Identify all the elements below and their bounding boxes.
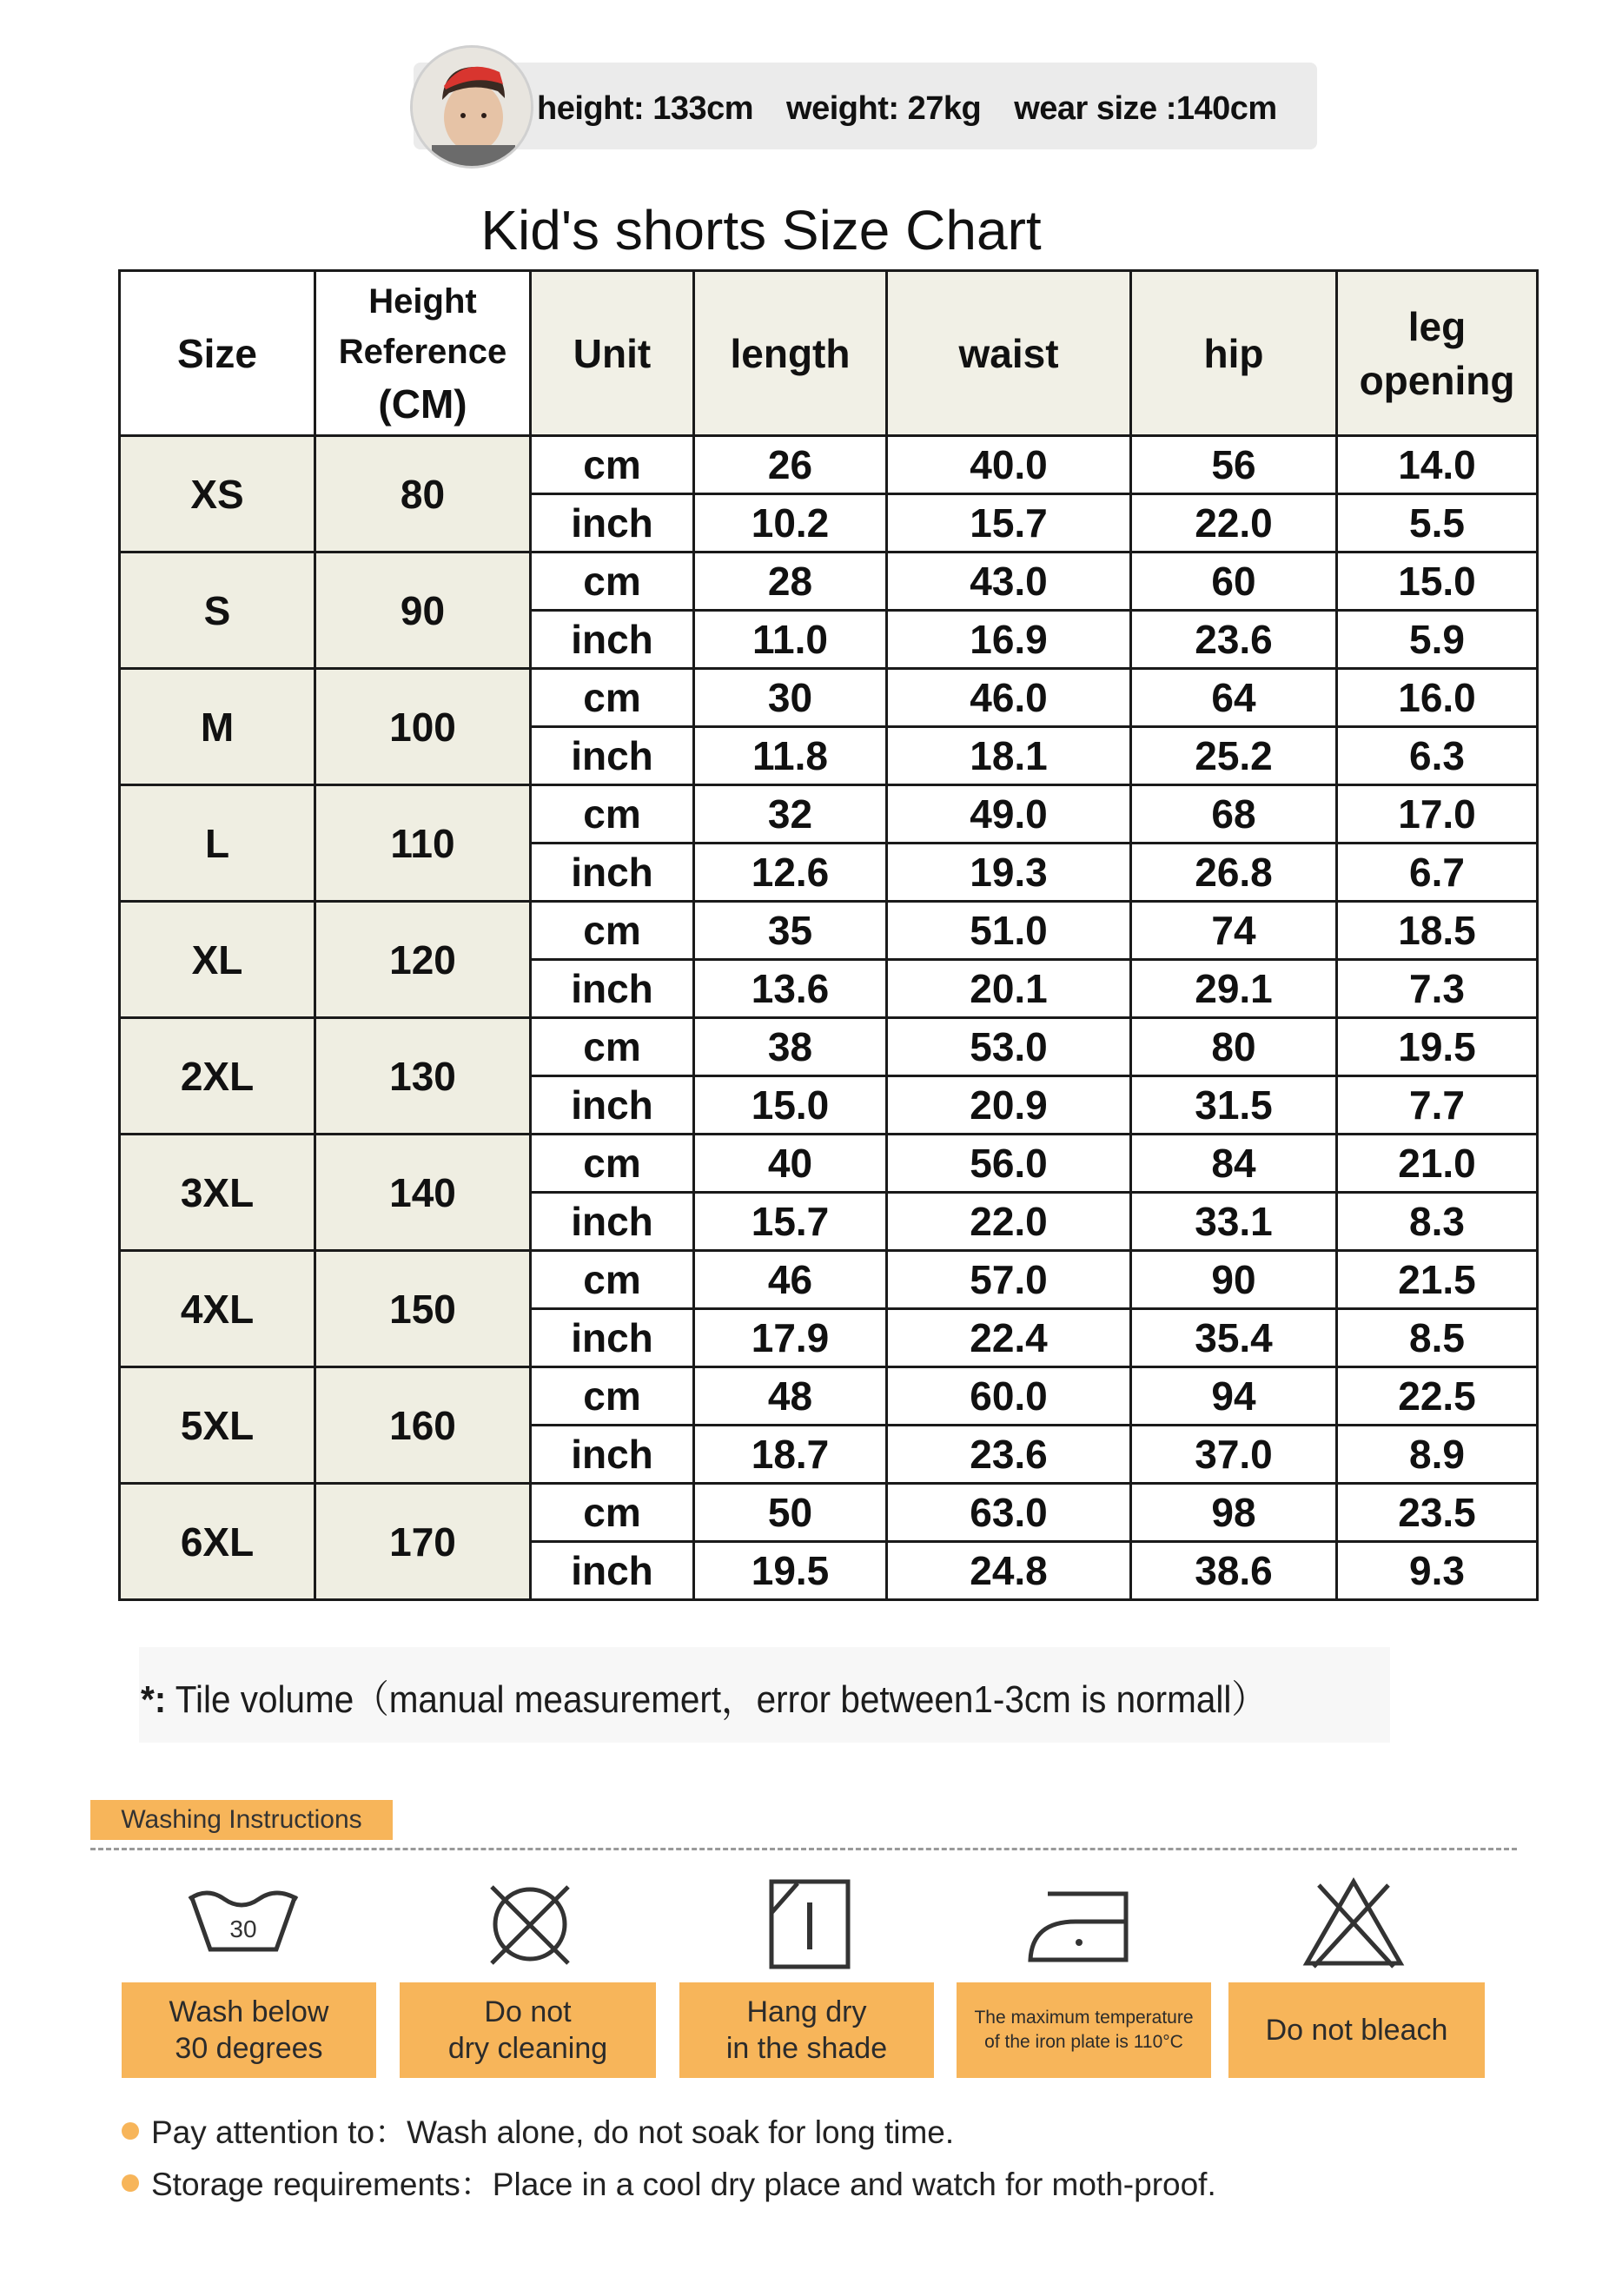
waist-cell: 57.0: [887, 1251, 1131, 1309]
size-cell: 2XL: [120, 1018, 315, 1135]
unit-cell: cm: [531, 436, 694, 494]
waist-cell: 53.0: [887, 1018, 1131, 1076]
wash-30-icon-text: 30: [229, 1916, 257, 1942]
unit-cell: inch: [531, 1542, 694, 1600]
header-height-line3: (CM): [378, 380, 467, 427]
height-cell: 80: [315, 436, 531, 552]
leg-opening-cell: 21.5: [1337, 1251, 1538, 1309]
unit-cell: cm: [531, 1135, 694, 1193]
hip-cell: 35.4: [1131, 1309, 1337, 1367]
length-cell: 11.8: [694, 727, 887, 785]
table-row: [120, 1367, 1538, 1426]
leg-opening-cell: 21.0: [1337, 1135, 1538, 1193]
size-cell: 6XL: [120, 1484, 315, 1600]
do-not-dry-clean-card: Do not dry cleaning: [400, 1982, 656, 2078]
unit-cell: cm: [531, 785, 694, 844]
length-cell: 48: [694, 1367, 887, 1426]
length-cell: 28: [694, 552, 887, 611]
unit-cell: inch: [531, 1193, 694, 1251]
length-cell: 40: [694, 1135, 887, 1193]
hip-cell: 84: [1131, 1135, 1337, 1193]
length-cell: 38: [694, 1018, 887, 1076]
waist-cell: 51.0: [887, 902, 1131, 960]
waist-cell: 49.0: [887, 785, 1131, 844]
unit-cell: inch: [531, 960, 694, 1018]
header-height-line1: Height: [368, 281, 477, 321]
size-cell: S: [120, 552, 315, 669]
leg-opening-cell: 7.7: [1337, 1076, 1538, 1135]
size-table: [118, 269, 1539, 1601]
hip-cell: 31.5: [1131, 1076, 1337, 1135]
waist-cell: 63.0: [887, 1484, 1131, 1542]
height-cell: 110: [315, 785, 531, 902]
table-row: [120, 1251, 1538, 1309]
table-row: [120, 1018, 1538, 1076]
length-cell: 10.2: [694, 494, 887, 552]
hip-cell: 33.1: [1131, 1193, 1337, 1251]
table-body: [120, 436, 1538, 1600]
leg-opening-cell: 6.3: [1337, 727, 1538, 785]
waist-cell: 23.6: [887, 1426, 1131, 1484]
length-cell: 35: [694, 902, 887, 960]
leg-opening-cell: 17.0: [1337, 785, 1538, 844]
header-leg-line1: leg: [1407, 303, 1467, 349]
unit-cell: inch: [531, 1426, 694, 1484]
waist-cell: 20.9: [887, 1076, 1131, 1135]
size-cell: 3XL: [120, 1135, 315, 1251]
length-cell: 32: [694, 785, 887, 844]
header-height-reference: [315, 271, 531, 436]
leg-opening-cell: 19.5: [1337, 1018, 1538, 1076]
unit-cell: cm: [531, 552, 694, 611]
table-row: [120, 1484, 1538, 1542]
table-row: [120, 552, 1538, 611]
unit-cell: inch: [531, 727, 694, 785]
leg-opening-cell: 8.3: [1337, 1193, 1538, 1251]
care-note-attention: [122, 2106, 954, 2153]
table-row: [120, 902, 1538, 960]
unit-cell: cm: [531, 669, 694, 727]
header-height-line2: Reference: [338, 332, 507, 371]
hip-cell: 29.1: [1131, 960, 1337, 1018]
no-dry-clean-icon: [460, 1876, 599, 1972]
length-cell: 17.9: [694, 1309, 887, 1367]
length-cell: 15.7: [694, 1193, 887, 1251]
model-stats: [537, 90, 1310, 128]
size-cell: M: [120, 669, 315, 785]
length-cell: 50: [694, 1484, 887, 1542]
length-cell: 13.6: [694, 960, 887, 1018]
header-size: Size: [120, 271, 315, 436]
leg-opening-cell: 5.5: [1337, 494, 1538, 552]
leg-opening-cell: 8.5: [1337, 1309, 1538, 1367]
length-cell: 30: [694, 669, 887, 727]
leg-opening-cell: 8.9: [1337, 1426, 1538, 1484]
height-cell: 100: [315, 669, 531, 785]
table-row: [120, 436, 1538, 494]
size-cell: XL: [120, 902, 315, 1018]
table-row: [120, 1135, 1538, 1193]
leg-opening-cell: 22.5: [1337, 1367, 1538, 1426]
model-avatar-image: [413, 48, 531, 166]
header-unit: Unit: [531, 271, 694, 436]
waist-cell: 22.0: [887, 1193, 1131, 1251]
unit-cell: inch: [531, 1076, 694, 1135]
page-title: Kid's shorts Size Chart: [480, 199, 1042, 261]
hip-cell: 26.8: [1131, 844, 1337, 902]
model-avatar: [410, 45, 533, 169]
model-weight: weight: 27kg: [786, 90, 982, 127]
table-header-row: [120, 271, 1538, 436]
waist-cell: 18.1: [887, 727, 1131, 785]
waist-cell: 19.3: [887, 844, 1131, 902]
note-text: Tile volume（manual measuremert，error between1-3cm is normall）: [166, 1678, 1267, 1721]
hip-cell: 56: [1131, 436, 1337, 494]
hip-cell: 38.6: [1131, 1542, 1337, 1600]
unit-cell: cm: [531, 1018, 694, 1076]
bullet-dot-icon: [122, 2122, 139, 2140]
note-star: *:: [141, 1678, 167, 1721]
height-cell: 150: [315, 1251, 531, 1367]
length-cell: 11.0: [694, 611, 887, 669]
header-length: length: [694, 271, 887, 436]
waist-cell: 46.0: [887, 669, 1131, 727]
no-bleach-icon: [1284, 1876, 1423, 1972]
waist-cell: 20.1: [887, 960, 1131, 1018]
length-cell: 18.7: [694, 1426, 887, 1484]
washing-instructions-label: Washing Instructions: [90, 1800, 393, 1840]
leg-opening-cell: 23.5: [1337, 1484, 1538, 1542]
waist-cell: 24.8: [887, 1542, 1131, 1600]
waist-cell: 15.7: [887, 494, 1131, 552]
leg-opening-cell: 5.9: [1337, 611, 1538, 669]
hip-cell: 94: [1131, 1367, 1337, 1426]
hang-dry-shade-icon: [740, 1876, 879, 1972]
size-cell: XS: [120, 436, 315, 552]
hip-cell: 22.0: [1131, 494, 1337, 552]
waist-cell: 56.0: [887, 1135, 1131, 1193]
size-cell: 5XL: [120, 1367, 315, 1484]
unit-cell: inch: [531, 844, 694, 902]
unit-cell: inch: [531, 494, 694, 552]
bullet-dot-icon: [122, 2174, 139, 2192]
model-height: height: 133cm: [537, 90, 754, 127]
header-leg-opening: [1337, 271, 1538, 436]
iron-icon: [1013, 1876, 1152, 1972]
model-wear-size: wear size :140cm: [1014, 90, 1277, 127]
height-cell: 170: [315, 1484, 531, 1600]
length-cell: 19.5: [694, 1542, 887, 1600]
unit-cell: cm: [531, 1484, 694, 1542]
table-row: [120, 669, 1538, 727]
length-cell: 26: [694, 436, 887, 494]
leg-opening-cell: 9.3: [1337, 1542, 1538, 1600]
unit-cell: cm: [531, 1367, 694, 1426]
height-cell: 140: [315, 1135, 531, 1251]
iron-temperature-card: The maximum temperature of the iron plate is 110°C: [957, 1982, 1211, 2078]
hip-cell: 60: [1131, 552, 1337, 611]
hip-cell: 25.2: [1131, 727, 1337, 785]
care-note-storage: [122, 2158, 1216, 2205]
measurement-note: [141, 1668, 1267, 1724]
leg-opening-cell: 7.3: [1337, 960, 1538, 1018]
unit-cell: cm: [531, 902, 694, 960]
hip-cell: 68: [1131, 785, 1337, 844]
divider: [90, 1848, 1517, 1850]
hip-cell: 80: [1131, 1018, 1337, 1076]
hip-cell: 37.0: [1131, 1426, 1337, 1484]
leg-opening-cell: 14.0: [1337, 436, 1538, 494]
wash-below-30-card: Wash below 30 degrees: [122, 1982, 376, 2078]
height-cell: 160: [315, 1367, 531, 1484]
leg-opening-cell: 18.5: [1337, 902, 1538, 960]
header-leg-line2: opening: [1359, 357, 1515, 403]
length-cell: 15.0: [694, 1076, 887, 1135]
height-cell: 120: [315, 902, 531, 1018]
header-hip: hip: [1131, 271, 1337, 436]
leg-opening-cell: 6.7: [1337, 844, 1538, 902]
hip-cell: 64: [1131, 669, 1337, 727]
hip-cell: 23.6: [1131, 611, 1337, 669]
height-cell: 90: [315, 552, 531, 669]
length-cell: 12.6: [694, 844, 887, 902]
unit-cell: cm: [531, 1251, 694, 1309]
table-row: [120, 785, 1538, 844]
waist-cell: 22.4: [887, 1309, 1131, 1367]
waist-cell: 40.0: [887, 436, 1131, 494]
leg-opening-cell: 15.0: [1337, 552, 1538, 611]
waist-cell: 60.0: [887, 1367, 1131, 1426]
size-cell: 4XL: [120, 1251, 315, 1367]
leg-opening-cell: 16.0: [1337, 669, 1538, 727]
header-waist: waist: [887, 271, 1131, 436]
hip-cell: 98: [1131, 1484, 1337, 1542]
waist-cell: 16.9: [887, 611, 1131, 669]
unit-cell: inch: [531, 611, 694, 669]
wash-30-icon: [174, 1876, 313, 1972]
do-not-bleach-card: Do not bleach: [1228, 1982, 1485, 2078]
unit-cell: inch: [531, 1309, 694, 1367]
hip-cell: 74: [1131, 902, 1337, 960]
length-cell: 46: [694, 1251, 887, 1309]
care-note-attention-text: Pay attention to：Wash alone, do not soak for long time.: [151, 2114, 955, 2150]
hang-dry-shade-card: Hang dry in the shade: [679, 1982, 934, 2078]
hip-cell: 90: [1131, 1251, 1337, 1309]
size-cell: L: [120, 785, 315, 902]
care-note-storage-text: Storage requirements：Place in a cool dry place and watch for moth-proof.: [151, 2167, 1216, 2202]
height-cell: 130: [315, 1018, 531, 1135]
waist-cell: 43.0: [887, 552, 1131, 611]
